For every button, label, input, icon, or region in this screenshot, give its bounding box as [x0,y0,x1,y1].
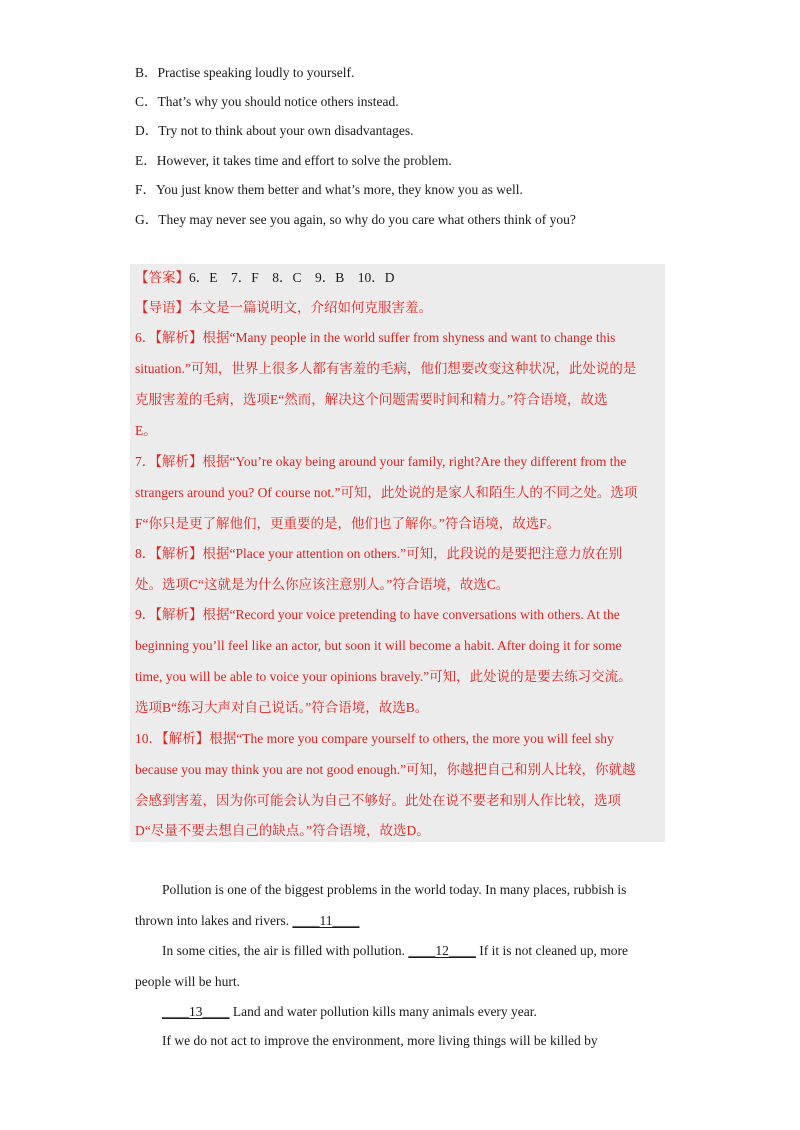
option-g: G．They may never see you again, so why do you care what others think of you? [135,212,576,227]
explanation-line: 8．【解析】根据“Place your attention on others.”可知，此段说的是要把注意力放在别 [135,546,623,561]
answer-key-line [135,269,665,287]
explanation-line: 6．【解析】根据“Many people in the world suffer from shyness and want to change this [135,330,616,345]
passage-text: In some cities, the air is filled with pollution. [162,943,409,958]
option-b: B．Practise speaking loudly to yourself. [135,65,355,80]
passage-text: Land and water pollution kills many animals every year. [229,1004,537,1019]
blank-13: ____13____ [162,1004,230,1019]
explanation-line: 处。选项C“这就是为什么你应该注意别人。”符合语境，故选C。 [135,577,510,592]
option-f: F．You just know them better and what’s more, they know you as well. [135,182,523,197]
passage-line: Pollution is one of the biggest problems in the world today. In many places, rubbish is [162,882,627,897]
passage-line [162,942,628,960]
passage-line: If we do not act to improve the environment, more living things will be killed by [162,1033,598,1048]
explanation-line: 10．【解析】根据“The more you compare yourself to others, the more you will feel shy [135,731,614,746]
explanation-line: because you may think you are not good enough.”可知，你越把自己和别人比较，你就越 [135,762,636,777]
explanation-line: F“你只是更了解他们，更重要的是，他们也了解你。”符合语境，故选F。 [135,516,561,531]
explanation-line: beginning you’ll feel like an actor, but soon it will become a habit. After doing it for some [135,638,622,653]
passage-line [135,912,359,930]
answer-label: 【答案】 [135,270,189,285]
passage-line: people will be hurt. [135,974,240,989]
explanation-line: E。 [135,423,157,438]
passage-line [162,1003,537,1021]
blank-11: ____11____ [292,913,360,928]
explanation-line: 克服害羞的毛病，选项E“然而，解决这个问题需要时间和精力。”符合语境，故选 [135,392,608,407]
option-d: D．Try not to think about your own disadvantages. [135,123,414,138]
explanation-line: 会感到害羞，因为你可能会认为自己不够好。此处在说不要老和别人作比较，选项 [135,793,621,808]
explanation-line: 7．【解析】根据“You’re okay being around your family, right?Are they different from the [135,454,627,469]
explanation-line: D“尽量不要去想自己的缺点。”符合语境，故选D。 [135,823,430,838]
explanation-line: 选项B“练习大声对自己说话。”符合语境，故选B。 [135,700,429,715]
explanation-line: strangers around you? Of course not.”可知，此处说的是家人和陌生人的不同之处。选项 [135,485,638,500]
passage-text: thrown into lakes and rivers. [135,913,293,928]
answer-values: 6．E 7．F 8．C 9．B 10．D [189,270,395,285]
option-c: C．That’s why you should notice others instead. [135,94,399,109]
passage-text: If it is not cleaned up, more [475,943,629,958]
explanation-line: 9．【解析】根据“Record your voice pretending to have conversations with others. At the [135,607,620,622]
explanation-line: time, you will be able to voice your opinions bravely.”可知，此处说的是要去练习交流。 [135,669,632,684]
guide-line: 【导语】本文是一篇说明文，介绍如何克服害羞。 [135,300,432,315]
option-e: E．However, it takes time and effort to solve the problem. [135,153,452,168]
explanation-line: situation.”可知，世界上很多人都有害羞的毛病，他们想要改变这种状况，此处说的是 [135,361,637,376]
blank-12: ____12____ [408,943,476,958]
